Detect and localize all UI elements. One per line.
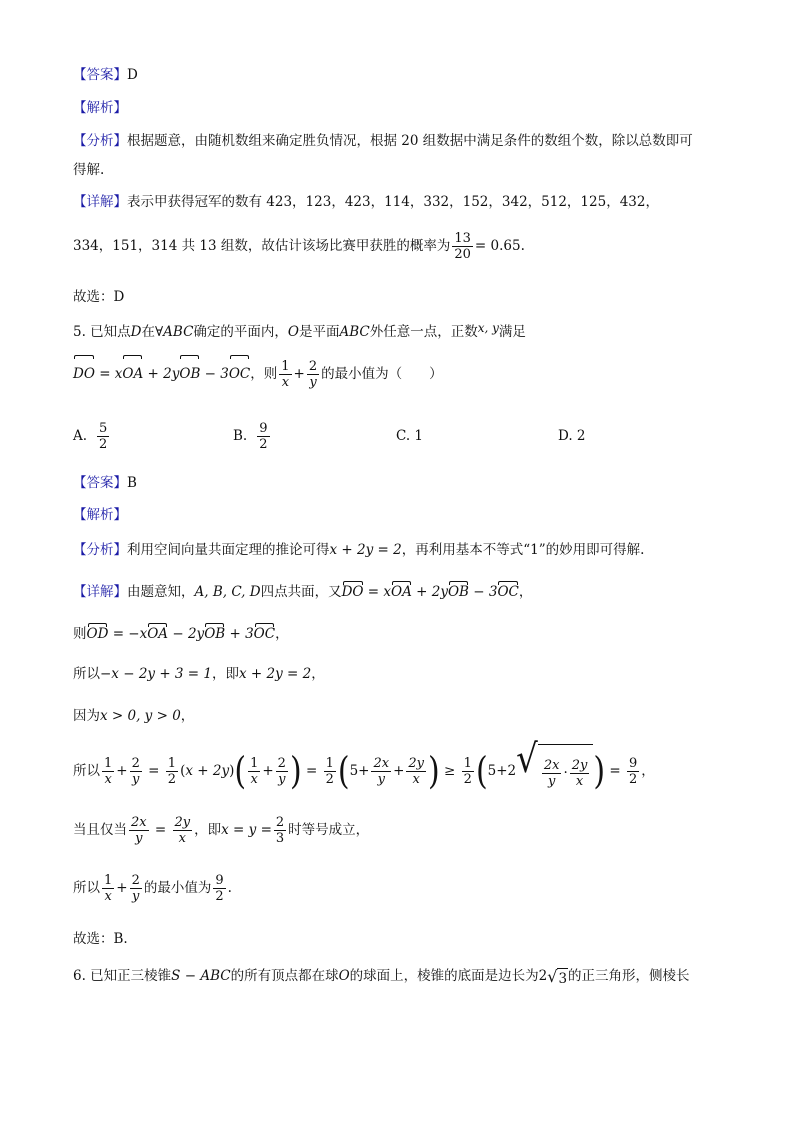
detail-tag: 【详解】: [73, 194, 127, 210]
vector-OC: OC: [229, 356, 250, 392]
prev-analysis-tag: [73, 98, 127, 118]
q5-analysis-tag: 【解析】: [73, 507, 127, 523]
fraction-2-over-y: $\frac{2}{y}$: [308, 359, 318, 390]
q5-detail-line-7: 所以 $\frac{1}{x}$ + $\frac{2}{y}$ 的最小值为 $\frac{9}{2}$ .: [73, 873, 232, 904]
prev-detail-line-1: [73, 192, 659, 212]
prev-detail-line-2: [73, 228, 525, 264]
probability-value: = 0.65.: [474, 238, 525, 254]
option-c[interactable]: C. 1: [396, 428, 424, 444]
q5-detail-line-1: 【详解】由题意知，A, B, C, D四点共面，又DO = xOA + 2yOB − 3OC，: [73, 584, 533, 600]
prev-choice: 故选：D: [73, 289, 125, 305]
q5-answer-line: 【答案】B: [73, 475, 137, 491]
q5-detail-line-4: 因为x > 0, y > 0，: [73, 708, 195, 724]
probability-fraction: $\frac{13}{20}$: [454, 231, 471, 262]
q5-choice: 故选：B.: [73, 931, 128, 947]
q5-detail-line-5: 所以 $\frac{1}{x}$ + $\frac{2}{y}$ = $\frac{1}{2}$ (x + 2y)( $\frac{1}{x}$ + $\frac{2}{y}$ ) = $\frac{1}{2}$ (5+ $\frac{2x}{y}$ + $\frac{2y}{x}$ ) ≥ $\frac{1}{2}$ (5+2 √ $\frac{2x}{y}$ · $\frac{2y}{x}$ ) = $\frac{9}{2}$ ，: [73, 744, 655, 799]
q5-options: [73, 414, 713, 458]
answer-tag: 【答案】: [73, 67, 127, 83]
square-root: √ $\frac{2x}{y}$ · $\frac{2y}{x}$: [516, 744, 593, 799]
option-a[interactable]: A. $\frac{5}{2}$: [73, 420, 108, 452]
vector-DO: DO: [73, 356, 95, 392]
prev-answer-line: [73, 65, 138, 85]
q5-detail-line-6: 当且仅当 $\frac{2x}{y}$ = $\frac{2y}{x}$ ，即x = y = $\frac{2}{3}$ 时等号成立，: [73, 815, 370, 846]
detail-text: 表示甲获得冠军的数有 423，123，423，114，332，152，342，512，125，432，: [127, 194, 659, 210]
q5-detail-line-3: 所以−x − 2y + 3 = 1，即x + 2y = 2，: [73, 666, 325, 682]
q6-stem-line-1: 6. 已知正三棱锥S − ABC的所有顶点都在球O的球面上，棱锥的底面是边长为2 √ 3 的正三角形，侧棱长: [73, 967, 690, 987]
detail-text: 334，151，314 共 13 组数，故估计该场比赛甲获胜的概率为: [73, 238, 451, 254]
answer-value: D: [127, 67, 138, 83]
q5-stem-line-1: 5. 已知点D在∀ABC确定的平面内，O是平面ABC外任意一点，正数x, y满足: [73, 321, 526, 340]
analysis-tag: 【解析】: [73, 100, 127, 116]
vector-OB: OB: [179, 356, 200, 392]
prev-fenxi-line-2: [73, 160, 104, 180]
prev-fenxi-line-1: [73, 131, 693, 151]
fraction-1-over-x: $\frac{1}{x}$: [281, 359, 290, 390]
vector-OA: OA: [122, 356, 143, 392]
option-d[interactable]: D. 2: [558, 428, 586, 444]
fenxi-text: 根据题意，由随机数组来确定胜负情况，根据 20 组数据中满足条件的数组个数，除以总数即可: [127, 133, 693, 149]
q5-detail-line-2: 则OD = −xOA − 2yOB + 3OC，: [73, 626, 289, 642]
q5-stem-line-2: DO = xOA + 2yOB − 3OC，则 $\frac{1}{x}$ + $\frac{2}{y}$ 的最小值为（ ）: [73, 356, 443, 392]
fenxi-text: 得解.: [73, 162, 105, 178]
q5-fenxi-line: 【分析】利用空间向量共面定理的推论可得x + 2y = 2，再利用基本不等式“1”的妙用即可得解.: [73, 542, 645, 558]
fenxi-tag: 【分析】: [73, 133, 127, 149]
option-b[interactable]: B. $\frac{9}{2}$: [233, 420, 268, 452]
sqrt-three: √ 3: [547, 967, 568, 987]
